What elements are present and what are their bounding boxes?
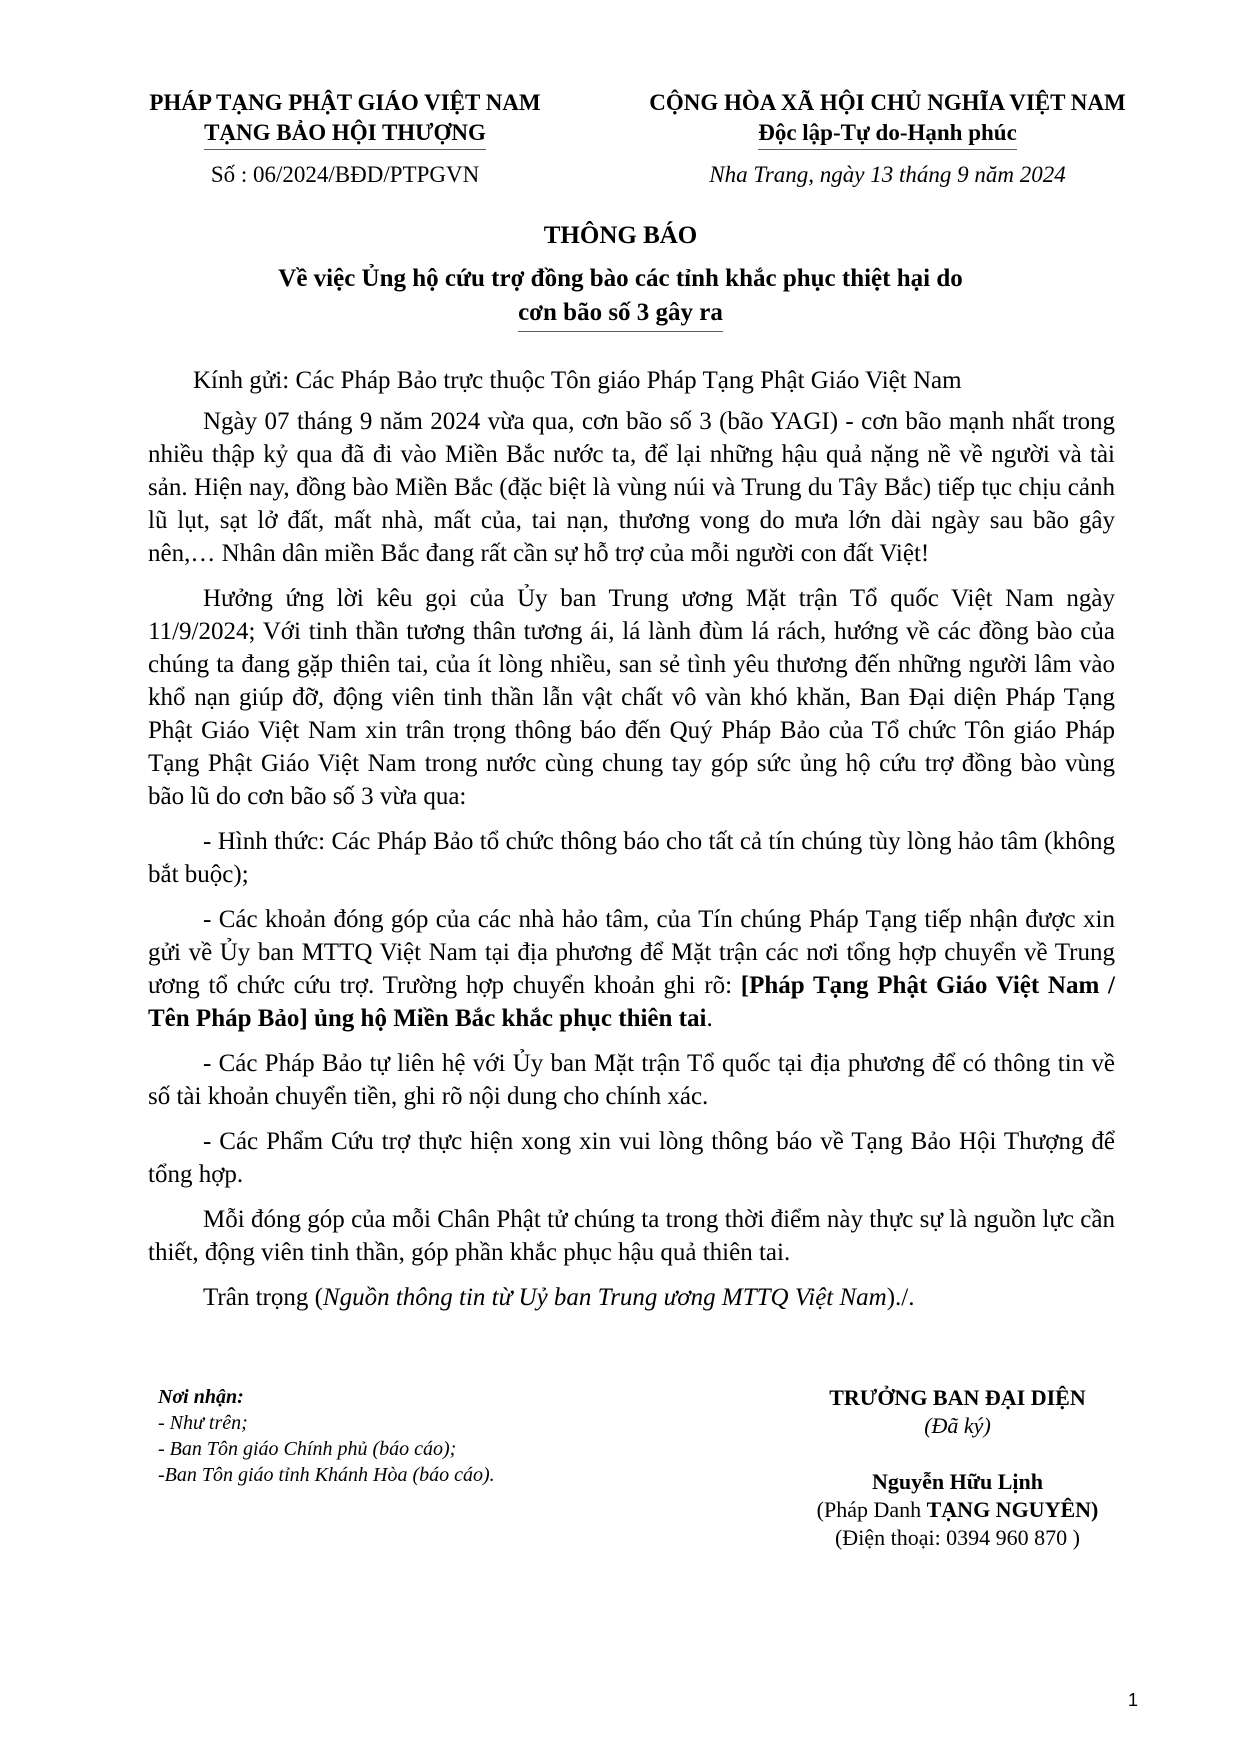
regards-text: Trân trọng ( bbox=[203, 1284, 323, 1311]
document-subject bbox=[100, 262, 1141, 332]
signer-phone: (Điện thoại: 0394 960 870 ) bbox=[834, 1525, 1081, 1550]
national-header bbox=[610, 88, 1165, 190]
contributions-end: . bbox=[706, 1005, 713, 1032]
document-number: Số : 06/2024/BĐD/PTPGVN bbox=[210, 162, 480, 187]
paragraph-situation: Ngày 07 tháng 9 năm 2024 vừa qua, cơn bão số 3 (bão YAGI) - cơn bão mạnh nhất trong nhiều thập kỷ qua đã đi vào Miền Bắc nước ta, để lại những hậu quả nặng nề về người và tài sản. Hiện nay, đồng bào Miền Bắc (đặc biệt là vùng núi và Trung du Tây Bắc) tiếp tục chịu cảnh lũ lụt, sạt lở đất, mất nhà, mất của, tai nạn, thương vong do mưa lớn dài ngày sau bão gây nên,… Nhân dân miền Bắc đang rất cần sự hỗ trợ của mỗi người con đất Việt! bbox=[148, 408, 1115, 567]
recipients-label: Nơi nhận: bbox=[158, 1386, 244, 1408]
signature-block bbox=[770, 1384, 1145, 1552]
document-title: THÔNG BÁO bbox=[543, 222, 698, 249]
recipients-list bbox=[158, 1384, 718, 1488]
recipient-item: -Ban Tôn giáo tỉnh Khánh Hòa (báo cáo). bbox=[158, 1464, 495, 1486]
signer-name: Nguyễn Hữu Lịnh bbox=[872, 1469, 1043, 1494]
paragraph-contributions bbox=[148, 903, 1115, 1035]
document-body bbox=[148, 364, 1115, 1326]
organization-subunit: TẠNG BẢO HỘI THƯỢNG bbox=[204, 118, 486, 150]
paragraph-report: - Các Phẩm Cứu trợ thực hiện xong xin vui lòng thông báo về Tạng Bảo Hội Thượng để tổng hợp. bbox=[148, 1128, 1115, 1188]
subject-line-1: Về việc Ủng hộ cứu trợ đồng bào các tỉnh khắc phục thiệt hại do bbox=[278, 265, 963, 292]
paragraph-regards bbox=[148, 1281, 1115, 1314]
organization-header bbox=[110, 88, 580, 190]
paragraph-appeal: Hưởng ứng lời kêu gọi của Ủy ban Trung ương Mặt trận Tổ quốc Việt Nam ngày 11/9/2024; Với tinh thần tương thân tương ái, lá lành đùm lá rách, hướng về các đồng bào của chúng ta đang gặp thiên tai, của ít lòng nhiều, san sẻ tình yêu thương đến những người lâm vào khổ nạn giúp đỡ, động viên tinh thần lẫn vật chất vô vàn khó khăn, Ban Đại diện Pháp Tạng Phật Giáo Việt Nam xin trân trọng thông báo đến Quý Pháp Bảo của Tổ chức Tôn giáo Pháp Tạng Phật Giáo Việt Nam trong nước cùng chung tay góp sức ủng hộ cứu trợ đồng bào vùng bão lũ do cơn bão số 3 vừa qua: bbox=[148, 585, 1115, 810]
regards-end: )./. bbox=[886, 1284, 915, 1311]
transfer-note-bold: [Pháp Tạng Phật Giáo Việt Nam / Tên Pháp Bảo] ủng hộ Miền Bắc khắc phục thiên tai bbox=[148, 972, 1116, 1032]
paragraph-contact: - Các Pháp Bảo tự liên hệ với Ủy ban Mặt trận Tổ quốc tại địa phương để có thông tin về số tài khoản chuyển tiền, ghi rõ nội dung cho chính xác. bbox=[148, 1050, 1115, 1110]
page-number: 1 bbox=[1128, 1690, 1139, 1710]
contributions-text: - Các khoản đóng góp của các nhà hảo tâm, của Tín chúng Pháp Tạng tiếp nhận được xin gửi về Ủy ban MTTQ Việt Nam tại địa phương để Mặt trận các nơi tổng hợp chuyển về Trung ương tổ chức cứu trợ. Trường hợp chuyển khoản ghi rõ: bbox=[148, 906, 1115, 999]
dharma-label: (Pháp Danh bbox=[816, 1497, 927, 1522]
national-motto: Độc lập-Tự do-Hạnh phúc bbox=[758, 118, 1017, 150]
signed-note: (Đã ký) bbox=[924, 1413, 991, 1438]
organization-name: PHÁP TẠNG PHẬT GIÁO VIỆT NAM bbox=[149, 90, 541, 115]
subject-line-2: cơn bão số 3 gây ra bbox=[518, 296, 723, 332]
paragraph-form: - Hình thức: Các Pháp Bảo tổ chức thông báo cho tất cả tín chúng tùy lòng hảo tâm (không bắt buộc); bbox=[148, 828, 1115, 888]
document-date: Nha Trang, ngày 13 tháng 9 năm 2024 bbox=[709, 162, 1066, 187]
regards-source: Nguồn thông tin từ Uỷ ban Trung ương MTTQ Việt Nam bbox=[322, 1284, 887, 1311]
recipient-item: - Như trên; bbox=[158, 1412, 248, 1434]
dharma-name-line bbox=[770, 1496, 1145, 1524]
dharma-name: TẠNG NGUYÊN) bbox=[926, 1497, 1099, 1522]
signer-role: TRƯỞNG BAN ĐẠI DIỆN bbox=[829, 1385, 1086, 1410]
recipient-item: - Ban Tôn giáo Chính phủ (báo cáo); bbox=[158, 1438, 457, 1460]
national-title: CỘNG HÒA XÃ HỘI CHỦ NGHĨA VIỆT NAM bbox=[649, 90, 1126, 115]
recipient-line: Kính gửi: Các Pháp Bảo trực thuộc Tôn giáo Pháp Tạng Phật Giáo Việt Nam bbox=[193, 367, 962, 394]
paragraph-closing: Mỗi đóng góp của mỗi Chân Phật tử chúng ta trong thời điểm này thực sự là nguồn lực cần thiết, động viên tinh thần, góp phần khắc phục hậu quả thiên tai. bbox=[148, 1206, 1115, 1266]
